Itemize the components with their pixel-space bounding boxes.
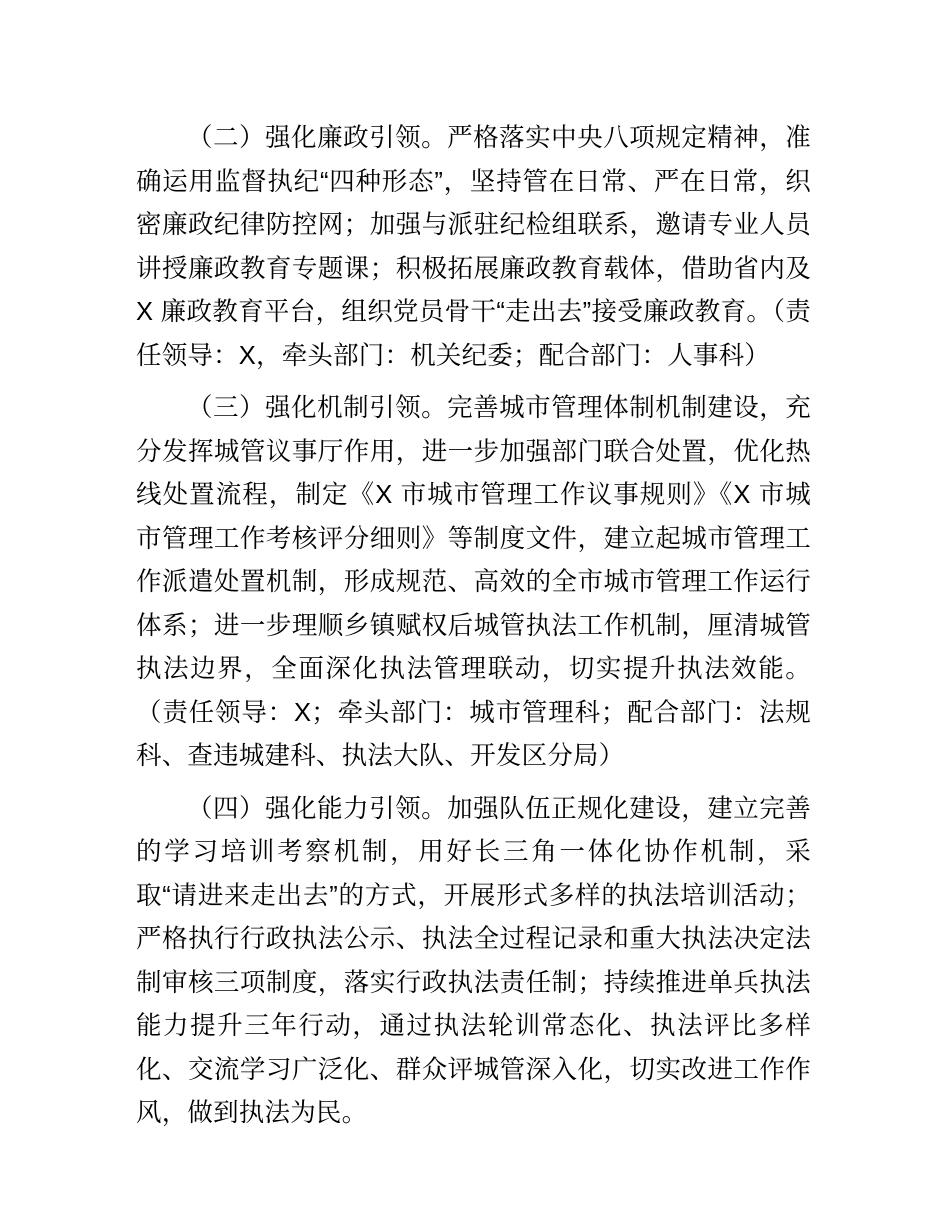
paragraph-section-4: （四）强化能力引领。加强队伍正规化建设，建立完善的学习培训考察机制，用好长三角一体化协作机制，采取“请进来走出去”的方式，开展形式多样的执法培训活动；严格执行行政执法公示、执法全过程记录和重大执法决定法制审核三项制度，落实行政执法责任制；持续推进单兵执法能力提升三年行动，通过执法轮训常态化、执法评比多样化、交流学习广泛化、群众评城管深入化，切实改进工作作风，做到执法为民。 xyxy=(136,794,811,1127)
paragraph-section-2: （二）强化廉政引领。严格落实中央八项规定精神，准确运用监督执纪“四种形态”，坚持管在日常、严在日常，织密廉政纪律防控网；加强与派驻纪检组联系，邀请专业人员讲授廉政教育专题课；积极拓展廉政教育载体，借助省内及 X 廉政教育平台，组织党员骨干“走出去”接受廉政教育。（责任领导：X，牵头部门：机关纪委；配合部门：人事科） xyxy=(136,124,811,370)
paragraph-section-3: （三）强化机制引领。完善城市管理体制机制建设，充分发挥城管议事厅作用，进一步加强部门联合处置，优化热线处置流程，制定《X 市城市管理工作议事规则》《X 市城市管理工作考核评分细则》等制度文件，建立起城市管理工作派遣处置机制，形成规范、高效的全市城市管理工作运行体系；进一步理顺乡镇赋权后城管执法工作机制，厘清城管执法边界，全面深化执法管理联动，切实提升执法效能。（责任领导：X；牵头部门：城市管理科；配合部门：法规科、查违城建科、执法大队、开发区分局） xyxy=(136,394,811,770)
